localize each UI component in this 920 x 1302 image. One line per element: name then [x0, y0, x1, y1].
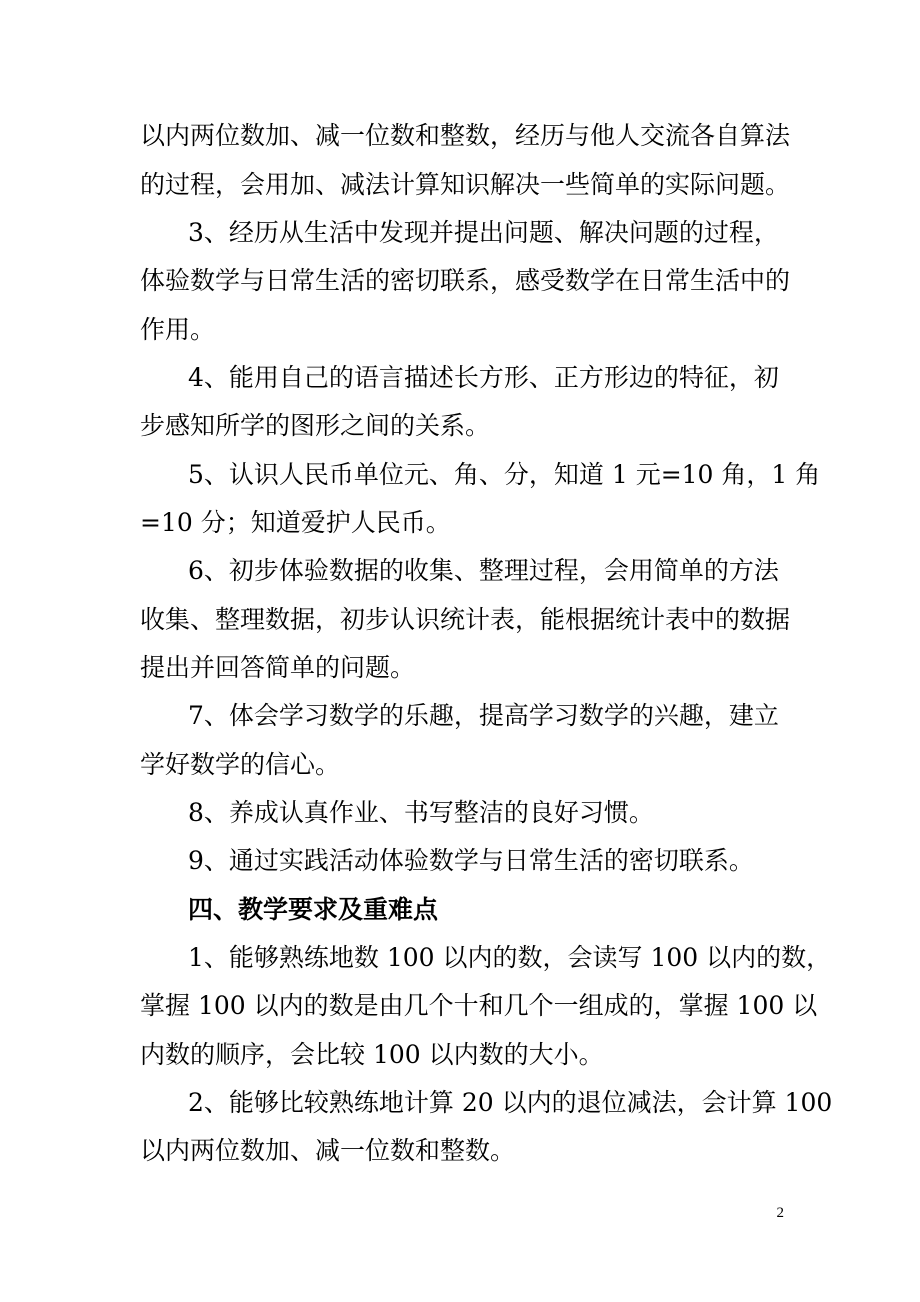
requirement-1-line-1: 1、能够熟练地数 100 以内的数，会读写 100 以内的数，: [188, 943, 832, 972]
item-9-line-1: 9、通过实践活动体验数学与日常生活的密切联系。: [188, 846, 754, 875]
item-7-line-2: 学好数学的信心。: [140, 750, 341, 779]
item-4-line-1: 4、能用自己的语言描述长方形、正方形边的特征，初: [188, 363, 779, 392]
item-4-line-2: 步感知所学的图形之间的关系。: [140, 411, 491, 440]
item-3-line-2: 体验数学与日常生活的密切联系，感受数学在日常生活中的: [140, 266, 791, 295]
requirement-1-line-3: 内数的顺序，会比较 100 以内数的大小。: [140, 1040, 604, 1069]
requirement-2-line-2: 以内两位数加、减一位数和整数。: [140, 1136, 516, 1165]
requirement-2-line-1: 2、能够比较熟练地计算 20 以内的退位减法，会计算 100: [188, 1088, 833, 1117]
item-3-line-3: 作用。: [140, 315, 216, 344]
item-6-line-1: 6、初步体验数据的收集、整理过程，会用简单的方法: [188, 556, 779, 585]
item-7-line-1: 7、体会学习数学的乐趣，提高学习数学的兴趣，建立: [188, 701, 779, 730]
item-8-line-1: 8、养成认真作业、书写整洁的良好习惯。: [188, 798, 654, 827]
page-number: 2: [776, 1205, 784, 1221]
item-3-line-1: 3、经历从生活中发现并提出问题、解决问题的过程，: [188, 218, 779, 247]
item-6-line-3: 提出并回答简单的问题。: [140, 653, 416, 682]
item-6-line-2: 收集、整理数据，初步认识统计表，能根据统计表中的数据: [140, 605, 791, 634]
item-5-line-1: 5、认识人民币单位元、角、分，知道 1 元=10 角，1 角: [188, 460, 821, 489]
section-heading: 四、教学要求及重难点: [188, 895, 439, 924]
item-5-line-2: =10 分；知道爱护人民币。: [140, 508, 451, 537]
text-line-1: 以内两位数加、减一位数和整数，经历与他人交流各自算法: [140, 121, 791, 150]
requirement-1-line-2: 掌握 100 以内的数是由几个十和几个一组成的，掌握 100 以: [140, 991, 818, 1020]
text-line-2: 的过程，会用加、减法计算知识解决一些简单的实际问题。: [140, 170, 791, 199]
